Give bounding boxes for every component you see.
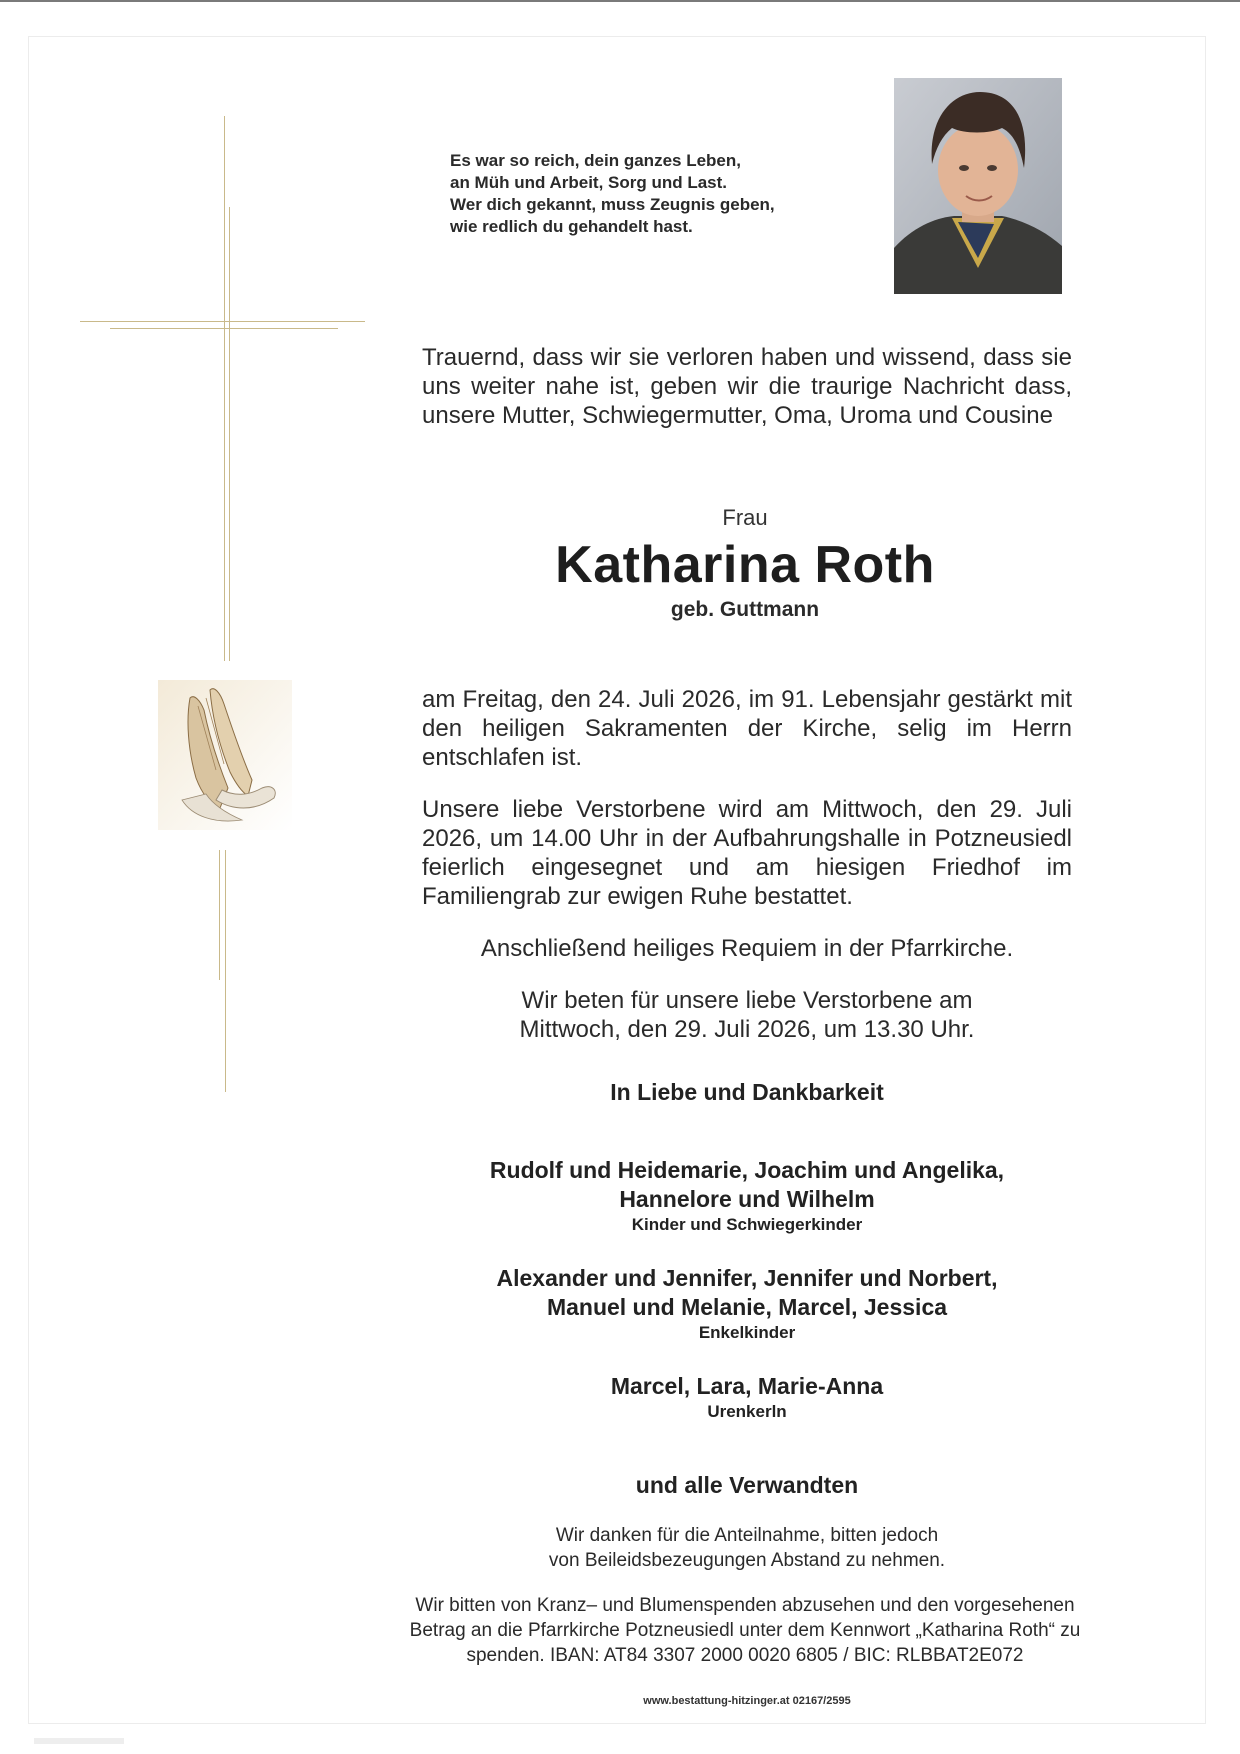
requiem-line: Anschließend heiliges Requiem in der Pfarrkirche. [480, 935, 1014, 962]
children-names: Rudolf und Heidemarie, Joachim und Angelika, [489, 1157, 1005, 1183]
scan-mark [34, 1738, 124, 1744]
praying-hands-icon [158, 680, 292, 830]
salutation: Frau [722, 505, 768, 530]
children-label: Kinder und Schwiegerkinder [631, 1215, 863, 1234]
thanks-line: von Beileidsbezeugungen Abstand zu nehmen. [548, 1550, 946, 1571]
grandchildren-label: Enkelkinder [698, 1323, 796, 1342]
birth-name: geb. Guttmann [670, 598, 820, 621]
poem [450, 150, 850, 238]
poem-line: Es war so reich, dein ganzes Leben, [450, 151, 741, 170]
poem-line: wie redlich du gehandelt hast. [450, 217, 693, 236]
scan-edge [0, 0, 1240, 2]
love-line: In Liebe und Dankbarkeit [610, 1079, 884, 1105]
great-grandchildren-label: Urenkerln [707, 1402, 787, 1421]
relatives-line: und alle Verwandten [635, 1472, 859, 1498]
donation-line: spenden. IBAN: AT84 3307 2000 0020 6805 / BIC: RLBBAT2E072 [466, 1645, 1024, 1666]
poem-line: Wer dich gekannt, muss Zeugnis geben, [450, 195, 775, 214]
thanks-note [422, 1523, 1072, 1573]
thanks-line: Wir danken für die Anteilnahme, bitten jedoch [555, 1525, 939, 1546]
intro-text: Trauernd, dass wir sie verloren haben und wissend, dass sie uns weiter nahe ist, geben wir die traurige Nachricht dass, unsere Mutter, Schwiegermutter, Oma, Uroma und Cousine [422, 344, 1072, 429]
grandchildren-names: Manuel und Melanie, Marcel, Jessica [546, 1294, 948, 1320]
funeral-details: Unsere liebe Verstorbene wird am Mittwoch, den 29. Juli 2026, um 14.00 Uhr in der Aufbahrungshalle in Potzneusiedl feierlich eingesegnet und am hiesigen Friedhof im Familiengrab zur ewigen Ruhe bestattet. [422, 796, 1072, 910]
grandchildren-names: Alexander und Jennifer, Jennifer und Norbert, [496, 1265, 998, 1291]
poem-line: an Müh und Arbeit, Sorg und Last. [450, 173, 728, 192]
donation-line: Wir bitten von Kranz– und Blumenspenden abzusehen und den vorgesehenen [415, 1595, 1075, 1616]
children-names: Hannelore und Wilhelm [619, 1186, 875, 1212]
death-notice: am Freitag, den 24. Juli 2026, im 91. Lebensjahr gestärkt mit den heiligen Sakramenten der Kirche, selig im Herrn entschlafen ist. [422, 686, 1072, 771]
portrait-photo [894, 78, 1062, 294]
great-grandchildren-names: Marcel, Lara, Marie-Anna [610, 1373, 884, 1399]
deceased-name: Katharina Roth [555, 536, 935, 594]
prayer-line: Mittwoch, den 29. Juli 2026, um 13.30 Uhr. [519, 1016, 975, 1043]
prayer-line: Wir beten für unsere liebe Verstorbene am [521, 987, 973, 1014]
funeral-home-contact: www.bestattung-hitzinger.at 02167/2595 [643, 1695, 851, 1707]
donation-line: Betrag an die Pfarrkirche Potzneusiedl unter dem Kennwort „Katharina Roth“ zu [409, 1620, 1081, 1641]
donation-note [340, 1593, 1150, 1668]
